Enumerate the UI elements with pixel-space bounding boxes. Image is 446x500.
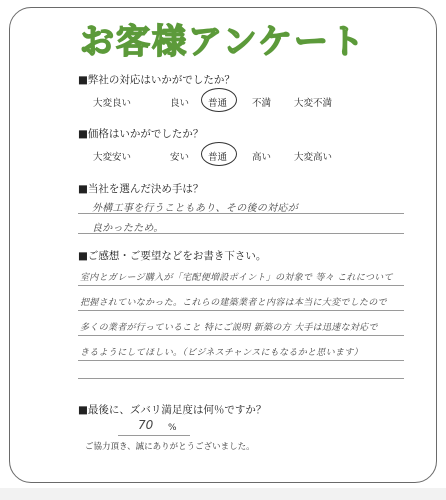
survey-title: お客様アンケート — [80, 22, 366, 62]
price-option-2[interactable]: 安い — [170, 152, 190, 163]
question-feedback: ■ご感想・ご要望などをお書き下さい。 — [78, 250, 267, 262]
price-option-4[interactable]: 高い — [252, 152, 272, 163]
service-option-5[interactable]: 大変不満 — [294, 98, 333, 109]
service-option-4[interactable]: 不満 — [252, 98, 272, 109]
price-option-5[interactable]: 大変高い — [294, 152, 333, 163]
feedback-rule-2 — [78, 310, 404, 311]
satisfaction-unit: % — [168, 423, 177, 433]
feedback-answer-line-3: 多くの業者が行っていること 特にご説明 新築の方 大手は迅速な対応で — [80, 323, 378, 333]
satisfaction-rule — [118, 435, 190, 436]
price-option-3[interactable]: 普通 — [208, 152, 228, 163]
feedback-rule-4 — [78, 360, 404, 361]
feedback-rule-3 — [78, 335, 404, 336]
feedback-rule-5 — [78, 378, 404, 379]
reason-answer-line-2: 良かったため。 — [92, 223, 164, 234]
question-service: ■弊社の対応はいかがでしたか？ — [78, 74, 235, 86]
feedback-answer-line-1: 室内とガレージ購入が「宅配便増設ポイント」の対象で 等々 これについて — [80, 273, 393, 283]
price-selected-circle — [201, 142, 237, 166]
reason-rule-2 — [78, 233, 404, 234]
service-option-3[interactable]: 普通 — [208, 98, 228, 109]
question-satisfaction: ■最後に、ズバリ満足度は何％ですか？ — [78, 404, 267, 416]
question-reason: ■当社を選んだ決め手は？ — [78, 183, 204, 195]
satisfaction-answer: 70 — [138, 418, 154, 432]
question-price: ■価格はいかがでしたか？ — [78, 128, 204, 140]
feedback-rule-1 — [78, 285, 404, 286]
footer-thanks: ご協力頂き、誠にありがとうございました。 — [85, 442, 255, 452]
service-selected-circle — [201, 88, 237, 112]
feedback-answer-line-2: 把握されていなかった。これらの建築業者と内容は本当に大変でしたので — [80, 298, 387, 308]
bottom-strip — [0, 488, 446, 500]
reason-answer-line-1: 外構工事を行うこともあり、その後の対応が — [92, 203, 298, 214]
price-option-1[interactable]: 大変安い — [93, 152, 132, 163]
reason-rule-1 — [78, 213, 404, 214]
service-option-1[interactable]: 大変良い — [93, 98, 132, 109]
feedback-answer-line-4: きるようにしてほしい。（ビジネスチャンスにもなるかと思います） — [80, 348, 363, 358]
service-option-2[interactable]: 良い — [170, 98, 190, 109]
